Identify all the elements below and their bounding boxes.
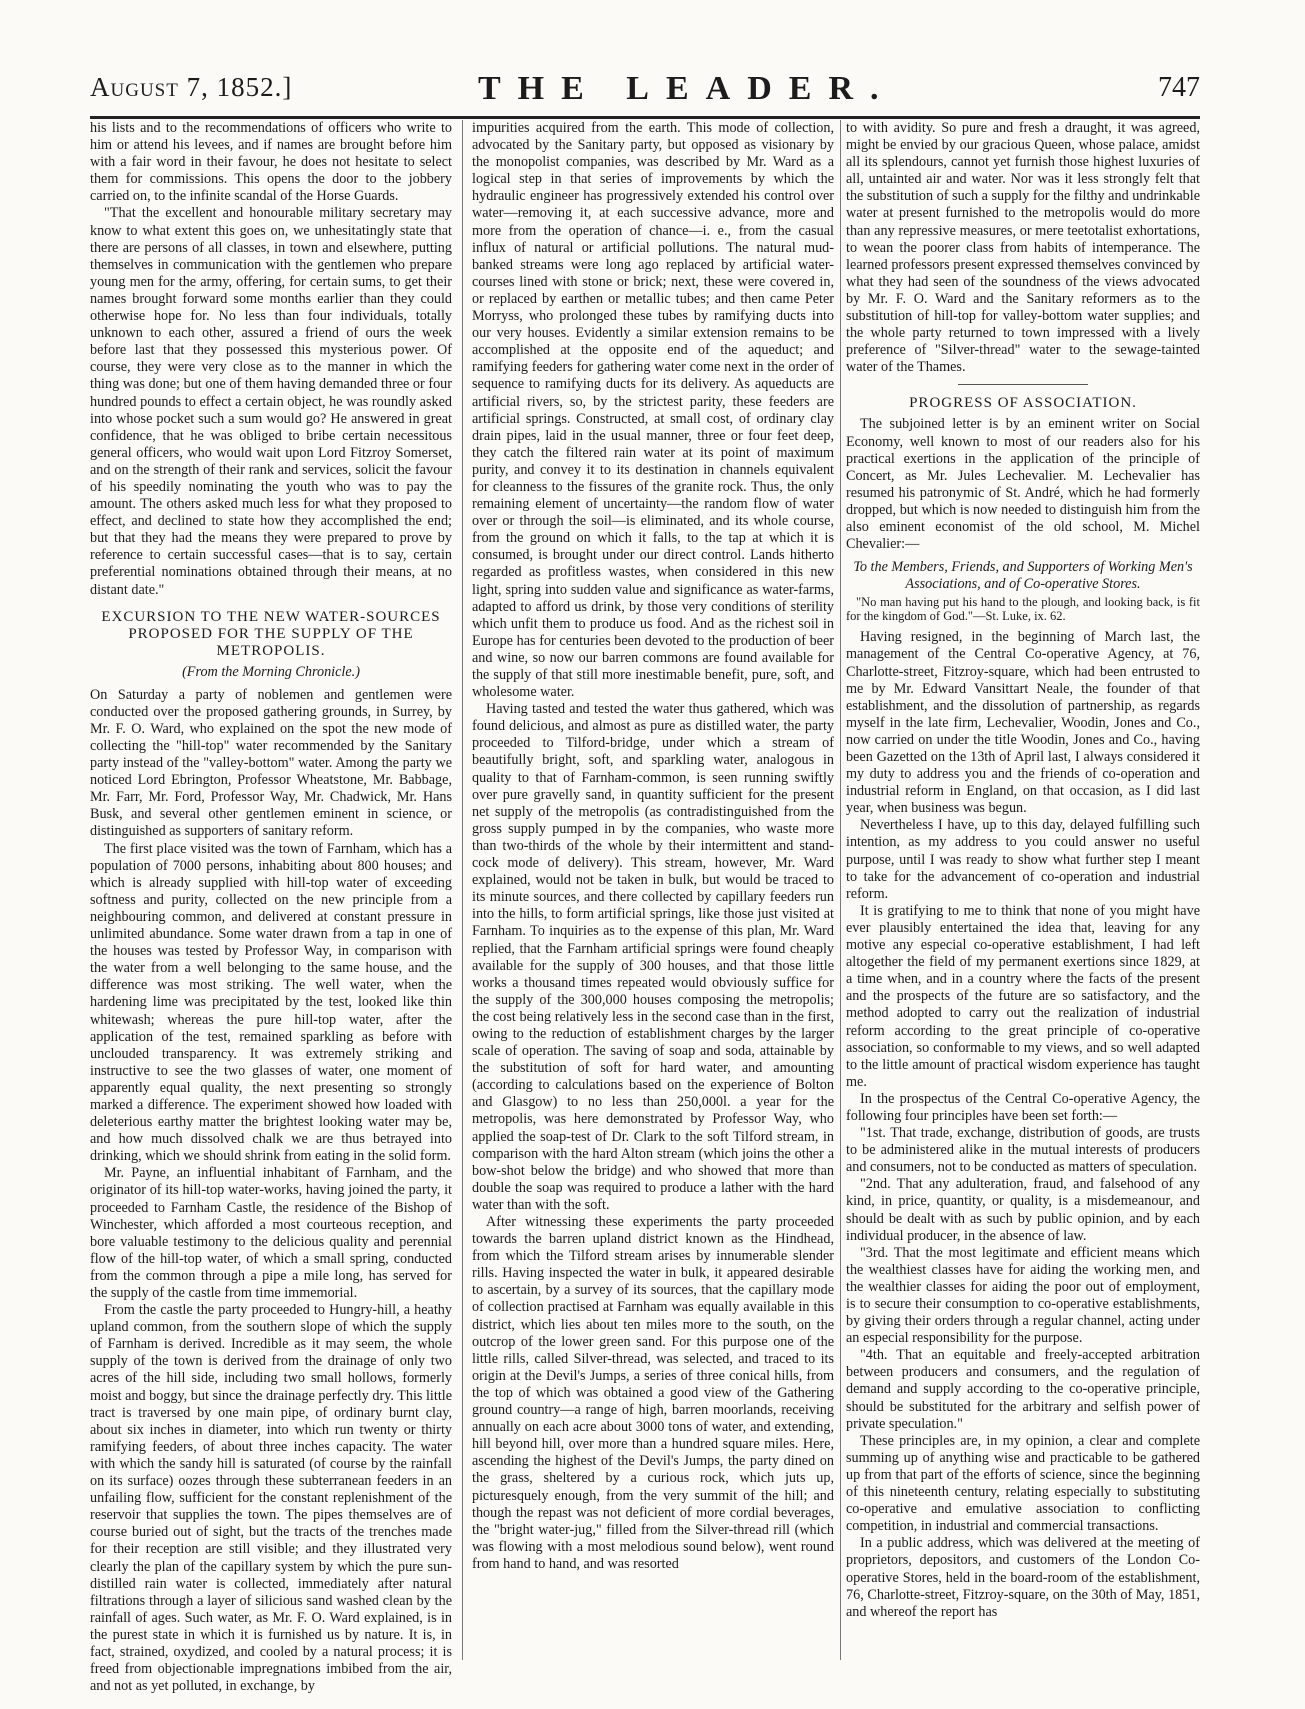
column-3: [846, 120, 1200, 1660]
paragraph: Having resigned, in the beginning of March last, the management of the Central Co-operative Agency, at 76, Charlotte-street, Fitzroy-square, which had been entrusted to me by Mr. Edward Vansittart Neale, the founder of that establishment, and the dissolution of partnership, as regards myself in the late firm, Lechevalier, Woodin, Jones and Co., now carried on under the title Woodin, Jones and Co., having been Gazetted on the 13th of April last, I always considered it my duty to address you and the friends of co-operation and industrial reform in England, on that occasion, as I did last year, when business was begun.: [846, 629, 1200, 817]
article-heading: EXCURSION TO THE NEW WATER-SOURCES PROPOSED FOR THE SUPPLY OF THE METROPOLIS.: [101, 608, 441, 659]
paragraph: In the prospectus of the Central Co-operative Agency, the following four principles have been set forth:—: [846, 1090, 1200, 1124]
paragraph: "3rd. That the most legitimate and efficient means which the wealthiest classes have for aiding the working men, and the wealthier classes for aiding the poor out of employment, is to secure their consumption to co-operative establishments, by giving their orders through a regular channel, acting under an especial responsibility for the purpose.: [846, 1244, 1200, 1347]
paragraph: impurities acquired from the earth. This mode of collection, advocated by the Sanitary party, but opposed as visionary by the monopolist companies, was described by Mr. Ward as a logical step in that series of improvements by which the hydraulic engineer has progressively extended his control over water—removing it, at each successive advance, more and more from the operation of chance—i. e., from the casual influx of natural or artificial pollutions. The natural mud-banked streams were long ago replaced by artificial water-courses lined with stone or brick; next, these were covered in, or replaced by earthen or metallic tubes; and then came Peter Morryss, who prolonged these tubes by ramifying ducts into our very houses. Evidently a similar extension remains to be accomplished at the opposite end of the aqueduct; and ramifying feeders for gathering water come next in the order of sequence to ramifying ducts for its delivery. As aqueducts are artificial rivers, so, by the strictest parity, these feeders are artificial springs. Constructed, at small cost, of ordinary clay drain pipes, laid in the usual manner, three or four feet deep, they catch the filtered rain water at its point of maximum purity, and convey it to its destination in channels equivalent for cleanness to the fissures of the granite rock. Thus, the only remaining element of uncertainty—the random flow of water over or through the soil—is eliminated, and its whole course, from the ground on which it falls, to the tap at which it is consumed, is brought under our direct control. Lands hitherto regarded as profitless wastes, when considered in this new light, spring into sudden value and significance as water-farms, adapted to afford us drink, by those very conditions of sterility which unfit them to produce us food. And as the richest soil in Europe has for centuries been devoted to the production of beer and wine, so now our barren commons are found available for the supply of that still more inestimable benefit, pure, soft, and wholesome water.: [472, 120, 834, 701]
paragraph: "2nd. That any adulteration, fraud, and falsehood of any kind, in price, quantity, or quality, is a misdemeanour, and should be dealt with as such by public opinion, and by each individual producer, in the absence of law.: [846, 1176, 1200, 1244]
paragraph: The subjoined letter is by an eminent writer on Social Economy, well known to most of our readers also for his practical exertions in the application of the principle of Concert, as Mr. Jules Lechevalier. M. Lechevalier has resumed his patronymic of St. André, which he had formerly dropped, but which is now needed to distinguish him from the also eminent economist of the old school, M. Michel Chevalier:—: [846, 416, 1200, 553]
page-number: 747: [1158, 72, 1200, 103]
article-source: (From the Morning Chronicle.): [182, 663, 360, 680]
letter-address: To the Members, Friends, and Supporters of Working Men's Associations, and of Co-operative Stores.: [853, 559, 1193, 593]
paragraph: These principles are, in my opinion, a clear and complete summing up of anything wise and practicable to be gathered up from that part of the efforts of science, since the beginning of this nineteenth century, relating especially to substituting co-operative and emulative association to conflicting competition, in industrial and commercial transactions.: [846, 1432, 1200, 1535]
epigraph: "No man having put his hand to the plough, and looking back, is fit for the kingdom of God."—St. Luke, ix. 62.: [846, 595, 1200, 624]
column-rule: [462, 120, 463, 1660]
paragraph: Nevertheless I have, up to this day, delayed fulfilling such intention, as my address to you could answer no useful purpose, until I was ready to show what further step I meant to take for the advancement of co-operation and industrial reform.: [846, 817, 1200, 902]
column-1: [90, 120, 452, 1695]
paragraph: It is gratifying to me to think that none of you might have ever plausibly entertained the idea that, leaving for any motive any especial co-operative establishment, I had left altogether the field of my permanent exertions since 1829, at a time when, and in a country where the facts of the present and the prospects of the future are so satisfactory, and the method adopted to carry out the realization of industrial reform according to the great principle of co-operative association, so conformable to my views, and so well adapted to the little amount of practical wisdom experience has taught me.: [846, 902, 1200, 1090]
paragraph: "1st. That trade, exchange, distribution of goods, are trusts to be administered alike in the mutual interests of producers and consumers, not to be conducted as matters of speculation.: [846, 1125, 1200, 1176]
section-divider: [958, 384, 1088, 385]
paragraph: "4th. That an equitable and freely-accepted arbitration between producers and consumers, and the regulation of demand and supply according to the co-operative principle, should be substituted for the arbitrary and selfish power of private speculation.": [846, 1347, 1200, 1432]
paragraph: In a public address, which was delivered at the meeting of proprietors, depositors, and customers of the London Co-operative Stores, held in the board-room of the establishment, 76, Charlotte-street, Fitzroy-square, on the 30th of May, 1851, and whereof the report has: [846, 1535, 1200, 1620]
issue-date: August 7, 1852.]: [90, 72, 293, 102]
column-rule: [840, 120, 841, 1660]
paragraph: The first place visited was the town of Farnham, which has a population of 7000 persons, inhabiting about 800 houses; and which is already supplied with hill-top water of exceeding softness and purity, collected on the new principle from a neighbouring common, and delivered at constant pressure in unlimited abundance. Some water drawn from a tap in one of the houses was tested by Professor Way, in comparison with the water from a well belonging to the same house, and the difference was most striking. The well water, when the hardening lime was precipitated by the test, looked like thin whitewash; whereas the pure hill-top water, after the application of the test, remained sparkling as before with unclouded transparency. It was extremely striking and instructive to see the two glasses of water, one moment of apparently equal quality, the next presenting so strongly marked a difference. The experiment showed how loaded with deleterious earthy matter the brightest looking water may be, and how much dissolved chalk we are thus betrayed into drinking, which we should shrink from eating in the solid form.: [90, 840, 452, 1165]
paragraph: his lists and to the recommendations of officers who write to him or attend his levees, and if names are brought before him with a fair word in their favour, he does not hesitate to select them for commissions. This opens the door to the jobbery carried on, to the infinite scandal of the Horse Guards.: [90, 120, 452, 205]
paragraph: From the castle the party proceeded to Hungry-hill, a heathy upland common, from the southern slope of which the supply of Farnham is derived. Incredible as it may seem, the whole supply of the town is derived from the drainage of only two acres of the hill side, including two small hollows, formerly moist and boggy, but since the drainage perfectly dry. This little tract is traversed by one main pipe, of ordinary burnt clay, about six inches in diameter, into which run twenty or thirty ramifying feeders, of about three inches capacity. The water with which the sandy hill is saturated (of course by the rainfall on its surface) oozes through these subterranean feeders in an unfailing flow, sufficient for the constant replenishment of the reservoir that supplies the town. The pipes themselves are of course buried out of sight, but the tracts of the trenches made for their reception are still visible; and they illustrated very clearly the plan of the capillary system by which the pure sun-distilled rain water is collected, immediately after natural filtrations through a layer of silicious sand washed clean by the rainfall of ages. Such water, as Mr. F. O. Ward explained, is in the purest state in which it is furnished us by nature. It is, in fact, strained, oxydized, and cooled by a natural process; it is freed from objectionable impregnations imbibed from the air, and not as yet polluted, in exchange, by: [90, 1302, 452, 1695]
newspaper-title: THE LEADER.: [478, 70, 896, 107]
column-2: [472, 120, 834, 1660]
paragraph: "That the excellent and honourable military secretary may know to what extent this goes on, we unhesitatingly state that there are persons of all classes, in town and elsewhere, putting themselves in communication with the gentlemen who prepare young men for the army, offering, for certain sums, to get their names brought forward some months earlier than they could otherwise hope for. No less than four individuals, totally unknown to each other, assured a friend of ours the week before last that they possessed this mysterious power. Of course, they were very close as to the manner in which the thing was done; but one of them having demanded three or four hundred pounds to effect a certain object, he was roundly asked into whose pocket such a sum would go? He answered in great confidence, that he was obliged to bribe certain necessitous general officers, who would wait upon Lord Fitzroy Somerset, and on the strength of their rank and services, solicit the favour of his speedily nominating the youth who was to pay the amount. The others asked much less for what they proposed to effect, and declined to state how they accomplished the end; but that they had the means they were prepared to prove by reference to certain successful cases—that is to say, certain preferential nominations obtained through their means, at no distant date.": [90, 205, 452, 598]
masthead: [90, 70, 1200, 119]
paragraph: Mr. Payne, an influential inhabitant of Farnham, and the originator of its hill-top water-works, having joined the party, it proceeded to Farnham Castle, the residence of the Bishop of Winchester, which afforded a most courteous reception, and bore valuable testimony to the delicious quality and perennial flow of the hill-top water, of which a small spring, conducted from the common through a pipe a mile long, has served for the supply of the castle from time immemorial.: [90, 1165, 452, 1301]
paragraph: On Saturday a party of noblemen and gentlemen were conducted over the proposed gathering grounds, in Surrey, by Mr. F. O. Ward, who explained on the spot the new mode of collecting the "hill-top" water recommended by the Sanitary party instead of the "valley-bottom" water. Among the party we noticed Lord Ebrington, Professor Wheatstone, Mr. Babbage, Mr. Farr, Mr. Ford, Professor Way, Mr. Chadwick, Mr. Hans Busk, and several other gentlemen eminent in science, or distinguished as supporters of sanitary reform.: [90, 686, 452, 840]
article-heading: PROGRESS OF ASSOCIATION.: [909, 395, 1137, 412]
paragraph: Having tasted and tested the water thus gathered, which was found delicious, and almost as pure as distilled water, the party proceeded to Tilford-bridge, under which a stream of beautifully bright, soft, and sparkling water, analogous in quality to that of Farnham-common, is seen running swiftly over pure gravelly sand, in quantity sufficient for the present net supply of the metropolis (as contradistinguished from the gross supply pumped in by the companies, who waste more than two-thirds of the whole by their intermittent and stand-cock mode of delivery). This stream, however, Mr. Ward explained, would not be taken in bulk, but would be traced to its minute sources, and there collected by capillary feeders run into the hills, to form artificial springs, like those just visited at Farnham. To inquiries as to the expense of this plan, Mr. Ward replied, that the Farnham artificial springs were found cheaply available for the supply of 300 houses, and that those little works a thousand times repeated would obviously suffice for the supply of the 300,000 houses composing the metropolis; the cost being relatively less in the second case than in the first, owing to the reduction of establishment charges by the larger scale of operation. The saving of soap and soda, attainable by the substitution of soft for hard water, and amounting (according to calculations based on the experience of Bolton and Glasgow) to no less than 250,000l. a year for the metropolis, was here demonstrated by Professor Way, who applied the soap-test of Dr. Clark to the soft Tilford stream, in comparison with the hard Alton stream (which joins the other a bow-shot below the bridge) and who showed that more than double the soap was required to produce a lather with the hard water than with the soft.: [472, 701, 834, 1213]
paragraph: to with avidity. So pure and fresh a draught, it was agreed, might be envied by our gracious Queen, whose palace, amidst all its splendours, cannot yet furnish those highest luxuries of all, untainted air and water. Nor was it less strongly felt that the substitution of such a supply for the filthy and undrinkable water at present furnished to the metropolis would do more than any repressive measures, or mere teetotalist exhortations, to wean the poorer class from habits of intemperance. The learned professors present expressed themselves convinced by what they had seen of the soundness of the views advocated by Mr. F. O. Ward and the Sanitary reformers as to the substitution of hill-top for valley-bottom water supplies; and the whole party returned to town impressed with a lively preference of "Silver-thread" water to the sewage-tainted water of the Thames.: [846, 120, 1200, 376]
paragraph: After witnessing these experiments the party proceeded towards the barren upland district known as the Hindhead, from which the Tilford stream arises by innumerable slender rills. Having inspected the water in bulk, it appeared desirable to ascertain, by a survey of its sources, that the capillary mode of collection practised at Farnham was equally available in this district, which lies about ten miles more to the south, on the outcrop of the lower green sand. For this purpose one of the little rills, called Silver-thread, was selected, and traced to its origin at the Devil's Jumps, a series of three conical hills, from the top of which was obtained a good view of the Gathering ground country—a range of high, barren moorlands, receiving annually on each acre about 3000 tons of water, and extending, hill beyond hill, over more than a hundred square miles. Here, ascending the highest of the Devil's Jumps, the party dined on the grass, sheltered by a curious rock, which juts up, picturesquely enough, from the very summit of the hill; and though the repast was not deficient of more cordial beverages, the "bright water-jug," filled from the Silver-thread rill (which was flowing with a most melodious sound below), went round from hand to hand, and was resorted: [472, 1214, 834, 1572]
